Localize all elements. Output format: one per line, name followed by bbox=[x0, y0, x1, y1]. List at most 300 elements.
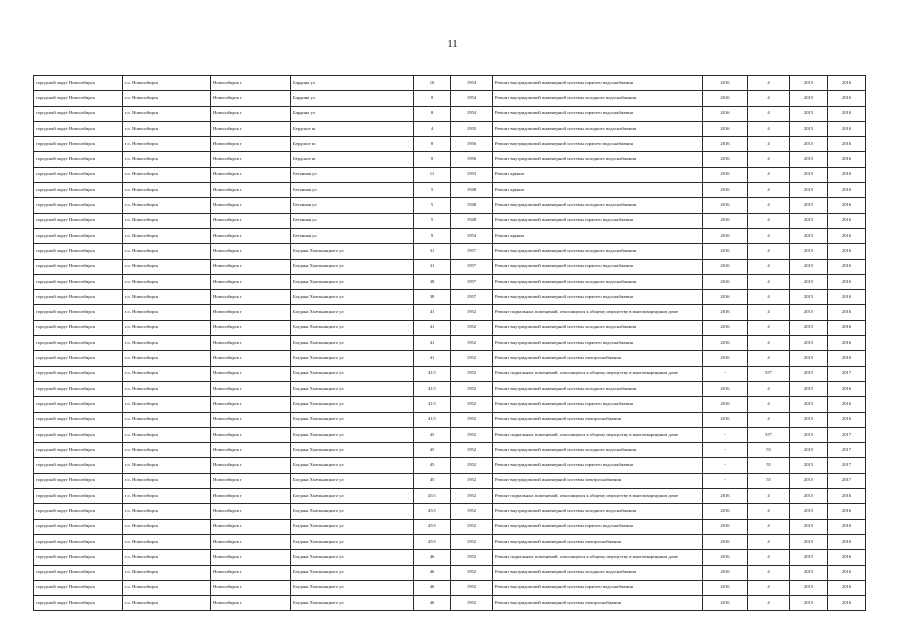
work-type-cell: Ремонт внутридомовой инженерной системы электроснабжения bbox=[493, 534, 703, 549]
end-year-cell: 2016 bbox=[828, 412, 866, 427]
district-cell: г.о. Новосибирск bbox=[123, 91, 211, 106]
plan-year-cell: 2016 bbox=[703, 397, 748, 412]
street-cell: Бетонная ул bbox=[291, 213, 414, 228]
table-row bbox=[34, 259, 866, 274]
locality-cell: Новосибирск г bbox=[211, 473, 291, 488]
district-cell: г.о. Новосибирск bbox=[123, 121, 211, 136]
plan-year-cell: - bbox=[703, 443, 748, 458]
start-year-cell: 2015 bbox=[790, 198, 828, 213]
house-number-cell: 45/1 bbox=[414, 504, 451, 519]
plan-year-cell: 2016 bbox=[703, 290, 748, 305]
table-row bbox=[34, 167, 866, 182]
locality-cell: Новосибирск г bbox=[211, 489, 291, 504]
house-number-cell: 41/1 bbox=[414, 381, 451, 396]
year-built-cell: 1952 bbox=[451, 427, 493, 442]
house-number-cell: 45/1 bbox=[414, 489, 451, 504]
work-type-cell: Ремонт внутридомовой инженерной системы холодного водоснабжения bbox=[493, 565, 703, 580]
end-year-cell: 2016 bbox=[828, 167, 866, 182]
street-cell: Богдана Хмельницкого ул bbox=[291, 504, 414, 519]
end-year-cell: 2016 bbox=[828, 320, 866, 335]
municipality-cell: городской округ Новосибирск bbox=[34, 91, 123, 106]
municipality-cell: городской округ Новосибирск bbox=[34, 381, 123, 396]
locality-cell: Новосибирск г bbox=[211, 443, 291, 458]
plan-year-cell: 2016 bbox=[703, 320, 748, 335]
table-row bbox=[34, 305, 866, 320]
municipality-cell: городской округ Новосибирск bbox=[34, 351, 123, 366]
end-year-cell: 2016 bbox=[828, 504, 866, 519]
plan-year-cell: 2016 bbox=[703, 580, 748, 595]
municipality-cell: городской округ Новосибирск bbox=[34, 412, 123, 427]
house-number-cell: 8 bbox=[414, 137, 451, 152]
work-type-cell: Ремонт подвальных помещений, относящихся к общему имуществу в многоквартирном доме bbox=[493, 305, 703, 320]
plan-year-cell: 2016 bbox=[703, 504, 748, 519]
table-row bbox=[34, 458, 866, 473]
duration-cell: 4 bbox=[748, 412, 790, 427]
duration-cell: 55 bbox=[748, 443, 790, 458]
house-number-cell: 8 bbox=[414, 152, 451, 167]
municipality-cell: городской округ Новосибирск bbox=[34, 458, 123, 473]
street-cell: Богдана Хмельницкого ул bbox=[291, 336, 414, 351]
duration-cell: 55* bbox=[748, 366, 790, 381]
house-number-cell: 46 bbox=[414, 596, 451, 611]
start-year-cell: 2015 bbox=[790, 565, 828, 580]
municipality-cell: городской округ Новосибирск bbox=[34, 565, 123, 580]
plan-year-cell: 2016 bbox=[703, 244, 748, 259]
work-type-cell: Ремонт внутридомовой инженерной системы холодного водоснабжения bbox=[493, 198, 703, 213]
locality-cell: Новосибирск г bbox=[211, 427, 291, 442]
start-year-cell: 2015 bbox=[790, 305, 828, 320]
end-year-cell: 2016 bbox=[828, 565, 866, 580]
year-built-cell: 1956 bbox=[451, 137, 493, 152]
municipality-cell: городской округ Новосибирск bbox=[34, 183, 123, 198]
district-cell: г.о. Новосибирск bbox=[123, 152, 211, 167]
municipality-cell: городской округ Новосибирск bbox=[34, 121, 123, 136]
start-year-cell: 2015 bbox=[790, 137, 828, 152]
work-type-cell: Ремонт внутридомовой инженерной системы холодного водоснабжения bbox=[493, 244, 703, 259]
locality-cell: Новосибирск г bbox=[211, 183, 291, 198]
end-year-cell: 2016 bbox=[828, 274, 866, 289]
house-number-cell: 41/1 bbox=[414, 366, 451, 381]
year-built-cell: 1952 bbox=[451, 351, 493, 366]
year-built-cell: 1957 bbox=[451, 259, 493, 274]
locality-cell: Новосибирск г bbox=[211, 565, 291, 580]
locality-cell: Новосибирск г bbox=[211, 259, 291, 274]
house-number-cell: 8 bbox=[414, 106, 451, 121]
start-year-cell: 2015 bbox=[790, 290, 828, 305]
locality-cell: Новосибирск г bbox=[211, 76, 291, 91]
house-number-cell: 31 bbox=[414, 244, 451, 259]
duration-cell: 4 bbox=[748, 381, 790, 396]
start-year-cell: 2015 bbox=[790, 320, 828, 335]
start-year-cell: 2015 bbox=[790, 366, 828, 381]
year-built-cell: 1952 bbox=[451, 550, 493, 565]
duration-cell: 4 bbox=[748, 183, 790, 198]
table-row bbox=[34, 519, 866, 534]
year-built-cell: 1954 bbox=[451, 228, 493, 243]
end-year-cell: 2016 bbox=[828, 152, 866, 167]
end-year-cell: 2017 bbox=[828, 427, 866, 442]
duration-cell: 4 bbox=[748, 550, 790, 565]
duration-cell: 4 bbox=[748, 121, 790, 136]
end-year-cell: 2016 bbox=[828, 137, 866, 152]
house-number-cell: 10 bbox=[414, 76, 451, 91]
house-number-cell: 38 bbox=[414, 290, 451, 305]
street-cell: Бетонная ул bbox=[291, 228, 414, 243]
table-row bbox=[34, 152, 866, 167]
work-type-cell: Ремонт внутридомовой инженерной системы горячего водоснабжения bbox=[493, 458, 703, 473]
district-cell: г.о. Новосибирск bbox=[123, 167, 211, 182]
district-cell: г.о. Новосибирск bbox=[123, 397, 211, 412]
table-row bbox=[34, 228, 866, 243]
work-type-cell: Ремонт внутридомовой инженерной системы холодного водоснабжения bbox=[493, 91, 703, 106]
year-built-cell: 1952 bbox=[451, 489, 493, 504]
start-year-cell: 2015 bbox=[790, 580, 828, 595]
start-year-cell: 2015 bbox=[790, 91, 828, 106]
plan-year-cell: 2016 bbox=[703, 259, 748, 274]
year-built-cell: 1952 bbox=[451, 596, 493, 611]
start-year-cell: 2015 bbox=[790, 152, 828, 167]
street-cell: Богдана Хмельницкого ул bbox=[291, 443, 414, 458]
table-row bbox=[34, 580, 866, 595]
year-built-cell: 1957 bbox=[451, 244, 493, 259]
locality-cell: Новосибирск г bbox=[211, 213, 291, 228]
house-number-cell: 46 bbox=[414, 580, 451, 595]
start-year-cell: 2015 bbox=[790, 412, 828, 427]
house-number-cell: 46 bbox=[414, 550, 451, 565]
table-row bbox=[34, 336, 866, 351]
end-year-cell: 2016 bbox=[828, 305, 866, 320]
end-year-cell: 2016 bbox=[828, 91, 866, 106]
duration-cell: 4 bbox=[748, 596, 790, 611]
locality-cell: Новосибирск г bbox=[211, 519, 291, 534]
table-row bbox=[34, 274, 866, 289]
duration-cell: 4 bbox=[748, 259, 790, 274]
start-year-cell: 2015 bbox=[790, 228, 828, 243]
start-year-cell: 2015 bbox=[790, 121, 828, 136]
plan-year-cell: 2016 bbox=[703, 91, 748, 106]
locality-cell: Новосибирск г bbox=[211, 381, 291, 396]
end-year-cell: 2016 bbox=[828, 550, 866, 565]
end-year-cell: 2016 bbox=[828, 534, 866, 549]
table-row bbox=[34, 106, 866, 121]
house-number-cell: 38 bbox=[414, 274, 451, 289]
table-row bbox=[34, 351, 866, 366]
end-year-cell: 2016 bbox=[828, 336, 866, 351]
duration-cell: 4 bbox=[748, 504, 790, 519]
table-row bbox=[34, 76, 866, 91]
street-cell: Богдана Хмельницкого ул bbox=[291, 305, 414, 320]
duration-cell: 4 bbox=[748, 152, 790, 167]
municipality-cell: городской округ Новосибирск bbox=[34, 137, 123, 152]
end-year-cell: 2016 bbox=[828, 76, 866, 91]
table-row bbox=[34, 550, 866, 565]
work-type-cell: Ремонт внутридомовой инженерной системы холодного водоснабжения bbox=[493, 152, 703, 167]
street-cell: Богдана Хмельницкого ул bbox=[291, 458, 414, 473]
municipality-cell: городской округ Новосибирск bbox=[34, 473, 123, 488]
plan-year-cell: 2016 bbox=[703, 213, 748, 228]
house-number-cell: 41 bbox=[414, 336, 451, 351]
end-year-cell: 2017 bbox=[828, 458, 866, 473]
duration-cell: 55* bbox=[748, 427, 790, 442]
work-type-cell: Ремонт подвальных помещений, относящихся к общему имуществу в многоквартирном доме bbox=[493, 427, 703, 442]
duration-cell: 4 bbox=[748, 290, 790, 305]
work-type-cell: Ремонт внутридомовой инженерной системы электроснабжения bbox=[493, 473, 703, 488]
district-cell: г.о. Новосибирск bbox=[123, 519, 211, 534]
district-cell: г.о. Новосибирск bbox=[123, 458, 211, 473]
year-built-cell: 1952 bbox=[451, 366, 493, 381]
work-type-cell: Ремонт внутридомовой инженерной системы холодного водоснабжения bbox=[493, 121, 703, 136]
house-number-cell: 5 bbox=[414, 198, 451, 213]
duration-cell: 4 bbox=[748, 167, 790, 182]
work-type-cell: Ремонт внутридомовой инженерной системы горячего водоснабжения bbox=[493, 137, 703, 152]
municipality-cell: городской округ Новосибирск bbox=[34, 228, 123, 243]
year-built-cell: 1952 bbox=[451, 458, 493, 473]
work-type-cell: Ремонт внутридомовой инженерной системы электроснабжения bbox=[493, 351, 703, 366]
duration-cell: 4 bbox=[748, 565, 790, 580]
year-built-cell: 1955 bbox=[451, 121, 493, 136]
duration-cell: 4 bbox=[748, 351, 790, 366]
year-built-cell: 1952 bbox=[451, 381, 493, 396]
duration-cell: 4 bbox=[748, 228, 790, 243]
locality-cell: Новосибирск г bbox=[211, 274, 291, 289]
year-built-cell: 1952 bbox=[451, 473, 493, 488]
table-row bbox=[34, 412, 866, 427]
plan-year-cell: 2016 bbox=[703, 137, 748, 152]
locality-cell: Новосибирск г bbox=[211, 320, 291, 335]
locality-cell: Новосибирск г bbox=[211, 580, 291, 595]
duration-cell: 55 bbox=[748, 473, 790, 488]
district-cell: г.о. Новосибирск bbox=[123, 412, 211, 427]
house-number-cell: 45 bbox=[414, 458, 451, 473]
work-type-cell: Ремонт внутридомовой инженерной системы горячего водоснабжения bbox=[493, 106, 703, 121]
locality-cell: Новосибирск г bbox=[211, 458, 291, 473]
municipality-cell: городской округ Новосибирск bbox=[34, 152, 123, 167]
work-type-cell: Ремонт крыши bbox=[493, 183, 703, 198]
district-cell: г.о. Новосибирск bbox=[123, 274, 211, 289]
table-row bbox=[34, 137, 866, 152]
street-cell: Богдана Хмельницкого ул bbox=[291, 489, 414, 504]
locality-cell: Новосибирск г bbox=[211, 91, 291, 106]
house-number-cell: 41/1 bbox=[414, 397, 451, 412]
district-cell: г.о. Новосибирск bbox=[123, 504, 211, 519]
street-cell: Бетонная ул bbox=[291, 198, 414, 213]
house-number-cell: 45/1 bbox=[414, 519, 451, 534]
locality-cell: Новосибирск г bbox=[211, 305, 291, 320]
plan-year-cell: 2016 bbox=[703, 274, 748, 289]
work-type-cell: Ремонт внутридомовой инженерной системы холодного водоснабжения bbox=[493, 274, 703, 289]
plan-year-cell: 2016 bbox=[703, 228, 748, 243]
locality-cell: Новосибирск г bbox=[211, 596, 291, 611]
work-type-cell: Ремонт внутридомовой инженерной системы холодного водоснабжения bbox=[493, 504, 703, 519]
table-row bbox=[34, 366, 866, 381]
start-year-cell: 2015 bbox=[790, 519, 828, 534]
street-cell: Богдана Хмельницкого ул bbox=[291, 519, 414, 534]
locality-cell: Новосибирск г bbox=[211, 106, 291, 121]
street-cell: Бетонная ул bbox=[291, 183, 414, 198]
plan-year-cell: - bbox=[703, 366, 748, 381]
work-type-cell: Ремонт крыши bbox=[493, 167, 703, 182]
table-row bbox=[34, 427, 866, 442]
locality-cell: Новосибирск г bbox=[211, 504, 291, 519]
duration-cell: 4 bbox=[748, 106, 790, 121]
table-row bbox=[34, 244, 866, 259]
house-number-cell: 41/1 bbox=[414, 412, 451, 427]
municipality-cell: городской округ Новосибирск bbox=[34, 489, 123, 504]
plan-year-cell: 2016 bbox=[703, 106, 748, 121]
year-built-cell: 1952 bbox=[451, 397, 493, 412]
end-year-cell: 2016 bbox=[828, 106, 866, 121]
start-year-cell: 2015 bbox=[790, 106, 828, 121]
end-year-cell: 2016 bbox=[828, 580, 866, 595]
duration-cell: 4 bbox=[748, 76, 790, 91]
duration-cell: 4 bbox=[748, 580, 790, 595]
year-built-cell: 1952 bbox=[451, 565, 493, 580]
start-year-cell: 2015 bbox=[790, 473, 828, 488]
district-cell: г.о. Новосибирск bbox=[123, 198, 211, 213]
duration-cell: 4 bbox=[748, 534, 790, 549]
work-type-cell: Ремонт внутридомовой инженерной системы горячего водоснабжения bbox=[493, 336, 703, 351]
plan-year-cell: 2016 bbox=[703, 412, 748, 427]
municipality-cell: городской округ Новосибирск bbox=[34, 397, 123, 412]
district-cell: г.о. Новосибирск bbox=[123, 228, 211, 243]
street-cell: Богдана Хмельницкого ул bbox=[291, 320, 414, 335]
street-cell: Богдана Хмельницкого ул bbox=[291, 565, 414, 580]
municipality-cell: городской округ Новосибирск bbox=[34, 76, 123, 91]
municipality-cell: городской округ Новосибирск bbox=[34, 427, 123, 442]
end-year-cell: 2016 bbox=[828, 381, 866, 396]
locality-cell: Новосибирск г bbox=[211, 366, 291, 381]
street-cell: Богдана Хмельницкого ул bbox=[291, 381, 414, 396]
municipality-cell: городской округ Новосибирск bbox=[34, 274, 123, 289]
locality-cell: Новосибирск г bbox=[211, 121, 291, 136]
plan-year-cell: 2016 bbox=[703, 381, 748, 396]
district-cell: г.о. Новосибирск bbox=[123, 550, 211, 565]
work-type-cell: Ремонт внутридомовой инженерной системы горячего водоснабжения bbox=[493, 397, 703, 412]
district-cell: г.о. Новосибирск bbox=[123, 366, 211, 381]
start-year-cell: 2015 bbox=[790, 336, 828, 351]
street-cell: Богдана Хмельницкого ул bbox=[291, 274, 414, 289]
year-built-cell: 1952 bbox=[451, 519, 493, 534]
end-year-cell: 2016 bbox=[828, 351, 866, 366]
district-cell: г.о. Новосибирск bbox=[123, 137, 211, 152]
end-year-cell: 2016 bbox=[828, 183, 866, 198]
work-type-cell: Ремонт внутридомовой инженерной системы горячего водоснабжения bbox=[493, 213, 703, 228]
house-number-cell: 5 bbox=[414, 183, 451, 198]
plan-year-cell: 2016 bbox=[703, 183, 748, 198]
district-cell: г.о. Новосибирск bbox=[123, 580, 211, 595]
year-built-cell: 1952 bbox=[451, 580, 493, 595]
year-built-cell: 1953 bbox=[451, 167, 493, 182]
street-cell: Богдана Хмельницкого ул bbox=[291, 596, 414, 611]
municipality-cell: городской округ Новосибирск bbox=[34, 213, 123, 228]
municipality-cell: городской округ Новосибирск bbox=[34, 366, 123, 381]
start-year-cell: 2015 bbox=[790, 167, 828, 182]
end-year-cell: 2016 bbox=[828, 213, 866, 228]
duration-cell: 4 bbox=[748, 137, 790, 152]
end-year-cell: 2016 bbox=[828, 198, 866, 213]
work-type-cell: Ремонт внутридомовой инженерной системы горячего водоснабжения bbox=[493, 580, 703, 595]
street-cell: Бардина ул bbox=[291, 106, 414, 121]
house-number-cell: 45 bbox=[414, 427, 451, 442]
end-year-cell: 2016 bbox=[828, 519, 866, 534]
municipality-cell: городской округ Новосибирск bbox=[34, 504, 123, 519]
duration-cell: 4 bbox=[748, 244, 790, 259]
street-cell: Бердское ш bbox=[291, 121, 414, 136]
municipality-cell: городской округ Новосибирск bbox=[34, 534, 123, 549]
plan-year-cell: 2016 bbox=[703, 336, 748, 351]
locality-cell: Новосибирск г bbox=[211, 137, 291, 152]
district-cell: г.о. Новосибирск bbox=[123, 473, 211, 488]
work-type-cell: Ремонт внутридомовой инженерной системы холодного водоснабжения bbox=[493, 381, 703, 396]
plan-year-cell: 2016 bbox=[703, 76, 748, 91]
house-number-cell: 5 bbox=[414, 213, 451, 228]
year-built-cell: 1952 bbox=[451, 412, 493, 427]
municipality-cell: городской округ Новосибирск bbox=[34, 596, 123, 611]
street-cell: Богдана Хмельницкого ул bbox=[291, 412, 414, 427]
house-number-cell: 31 bbox=[414, 259, 451, 274]
start-year-cell: 2015 bbox=[790, 76, 828, 91]
municipality-cell: городской округ Новосибирск bbox=[34, 336, 123, 351]
plan-year-cell: 2016 bbox=[703, 489, 748, 504]
municipality-cell: городской округ Новосибирск bbox=[34, 259, 123, 274]
table-row bbox=[34, 504, 866, 519]
start-year-cell: 2015 bbox=[790, 443, 828, 458]
street-cell: Богдана Хмельницкого ул bbox=[291, 351, 414, 366]
district-cell: г.о. Новосибирск bbox=[123, 320, 211, 335]
end-year-cell: 2016 bbox=[828, 244, 866, 259]
house-number-cell: 45 bbox=[414, 443, 451, 458]
house-number-cell: 41 bbox=[414, 320, 451, 335]
table-row bbox=[34, 489, 866, 504]
start-year-cell: 2015 bbox=[790, 397, 828, 412]
capital-repair-table bbox=[33, 75, 866, 611]
street-cell: Бардина ул bbox=[291, 91, 414, 106]
end-year-cell: 2016 bbox=[828, 290, 866, 305]
street-cell: Богдана Хмельницкого ул bbox=[291, 259, 414, 274]
district-cell: г.о. Новосибирск bbox=[123, 427, 211, 442]
work-type-cell: Ремонт внутридомовой инженерной системы холодного водоснабжения bbox=[493, 320, 703, 335]
work-type-cell: Ремонт внутридомовой инженерной системы горячего водоснабжения bbox=[493, 76, 703, 91]
street-cell: Богдана Хмельницкого ул bbox=[291, 427, 414, 442]
plan-year-cell: - bbox=[703, 458, 748, 473]
plan-year-cell: 2016 bbox=[703, 596, 748, 611]
plan-year-cell: 2016 bbox=[703, 305, 748, 320]
duration-cell: 4 bbox=[748, 91, 790, 106]
municipality-cell: городской округ Новосибирск bbox=[34, 106, 123, 121]
district-cell: г.о. Новосибирск bbox=[123, 213, 211, 228]
street-cell: Богдана Хмельницкого ул bbox=[291, 290, 414, 305]
house-number-cell: 45/1 bbox=[414, 534, 451, 549]
district-cell: г.о. Новосибирск bbox=[123, 565, 211, 580]
street-cell: Бердское ш bbox=[291, 137, 414, 152]
district-cell: г.о. Новосибирск bbox=[123, 381, 211, 396]
district-cell: г.о. Новосибирск bbox=[123, 336, 211, 351]
municipality-cell: городской округ Новосибирск bbox=[34, 443, 123, 458]
street-cell: Бардина ул bbox=[291, 76, 414, 91]
municipality-cell: городской округ Новосибирск bbox=[34, 519, 123, 534]
plan-year-cell: 2016 bbox=[703, 152, 748, 167]
plan-year-cell: 2016 bbox=[703, 167, 748, 182]
duration-cell: 4 bbox=[748, 320, 790, 335]
start-year-cell: 2015 bbox=[790, 244, 828, 259]
locality-cell: Новосибирск г bbox=[211, 397, 291, 412]
table-row bbox=[34, 565, 866, 580]
district-cell: г.о. Новосибирск bbox=[123, 534, 211, 549]
year-built-cell: 1952 bbox=[451, 320, 493, 335]
end-year-cell: 2016 bbox=[828, 121, 866, 136]
municipality-cell: городской округ Новосибирск bbox=[34, 580, 123, 595]
work-type-cell: Ремонт внутридомовой инженерной системы горячего водоснабжения bbox=[493, 519, 703, 534]
